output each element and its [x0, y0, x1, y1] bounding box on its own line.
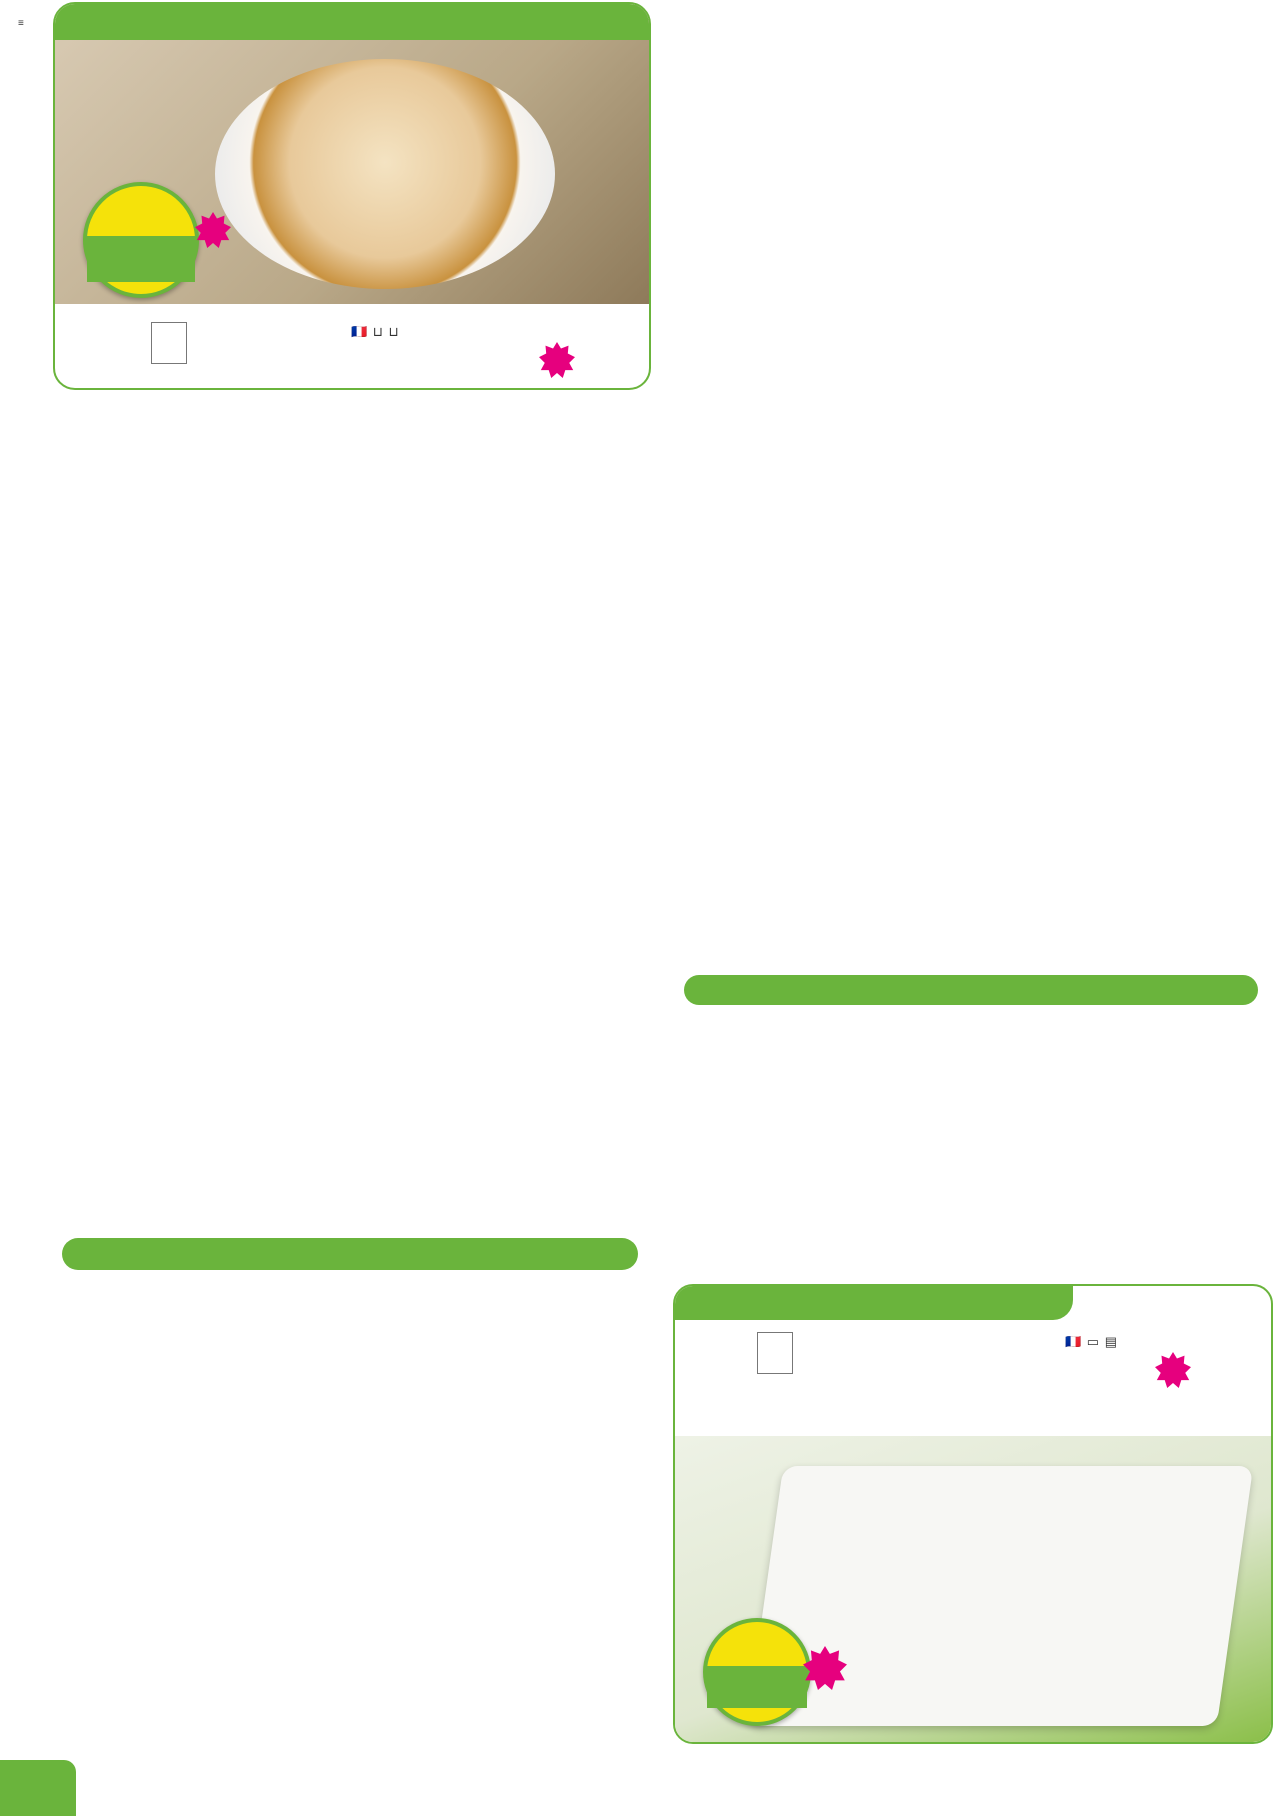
gratins-price-badge — [703, 1618, 811, 1726]
order-checkbox[interactable] — [757, 1332, 793, 1374]
points-badge — [803, 1646, 847, 1690]
hero-price-badge — [83, 182, 199, 298]
hero-panel — [53, 2, 651, 390]
gratins-badge-price — [707, 1666, 807, 1708]
page-number-tab — [0, 1760, 76, 1816]
accompagnement-title — [673, 1284, 1073, 1320]
hidden-marker: ≡ — [18, 18, 24, 29]
points-badge — [539, 342, 575, 378]
accompagnement-panel — [673, 1284, 1273, 1744]
points-badge — [1155, 1352, 1191, 1388]
section-header-champignons — [684, 975, 1258, 1005]
bean-dish — [215, 59, 555, 289]
hero-badge-price — [87, 236, 195, 282]
diet-icons: 🇫🇷 ⊔ ⊔ — [351, 324, 400, 339]
diet-icons: 🇫🇷 ▭ ▤ — [1065, 1334, 1118, 1349]
points-badge — [195, 212, 231, 248]
order-checkbox[interactable] — [151, 322, 187, 364]
section-header-melanges — [62, 1238, 638, 1270]
hero-title — [53, 2, 651, 40]
